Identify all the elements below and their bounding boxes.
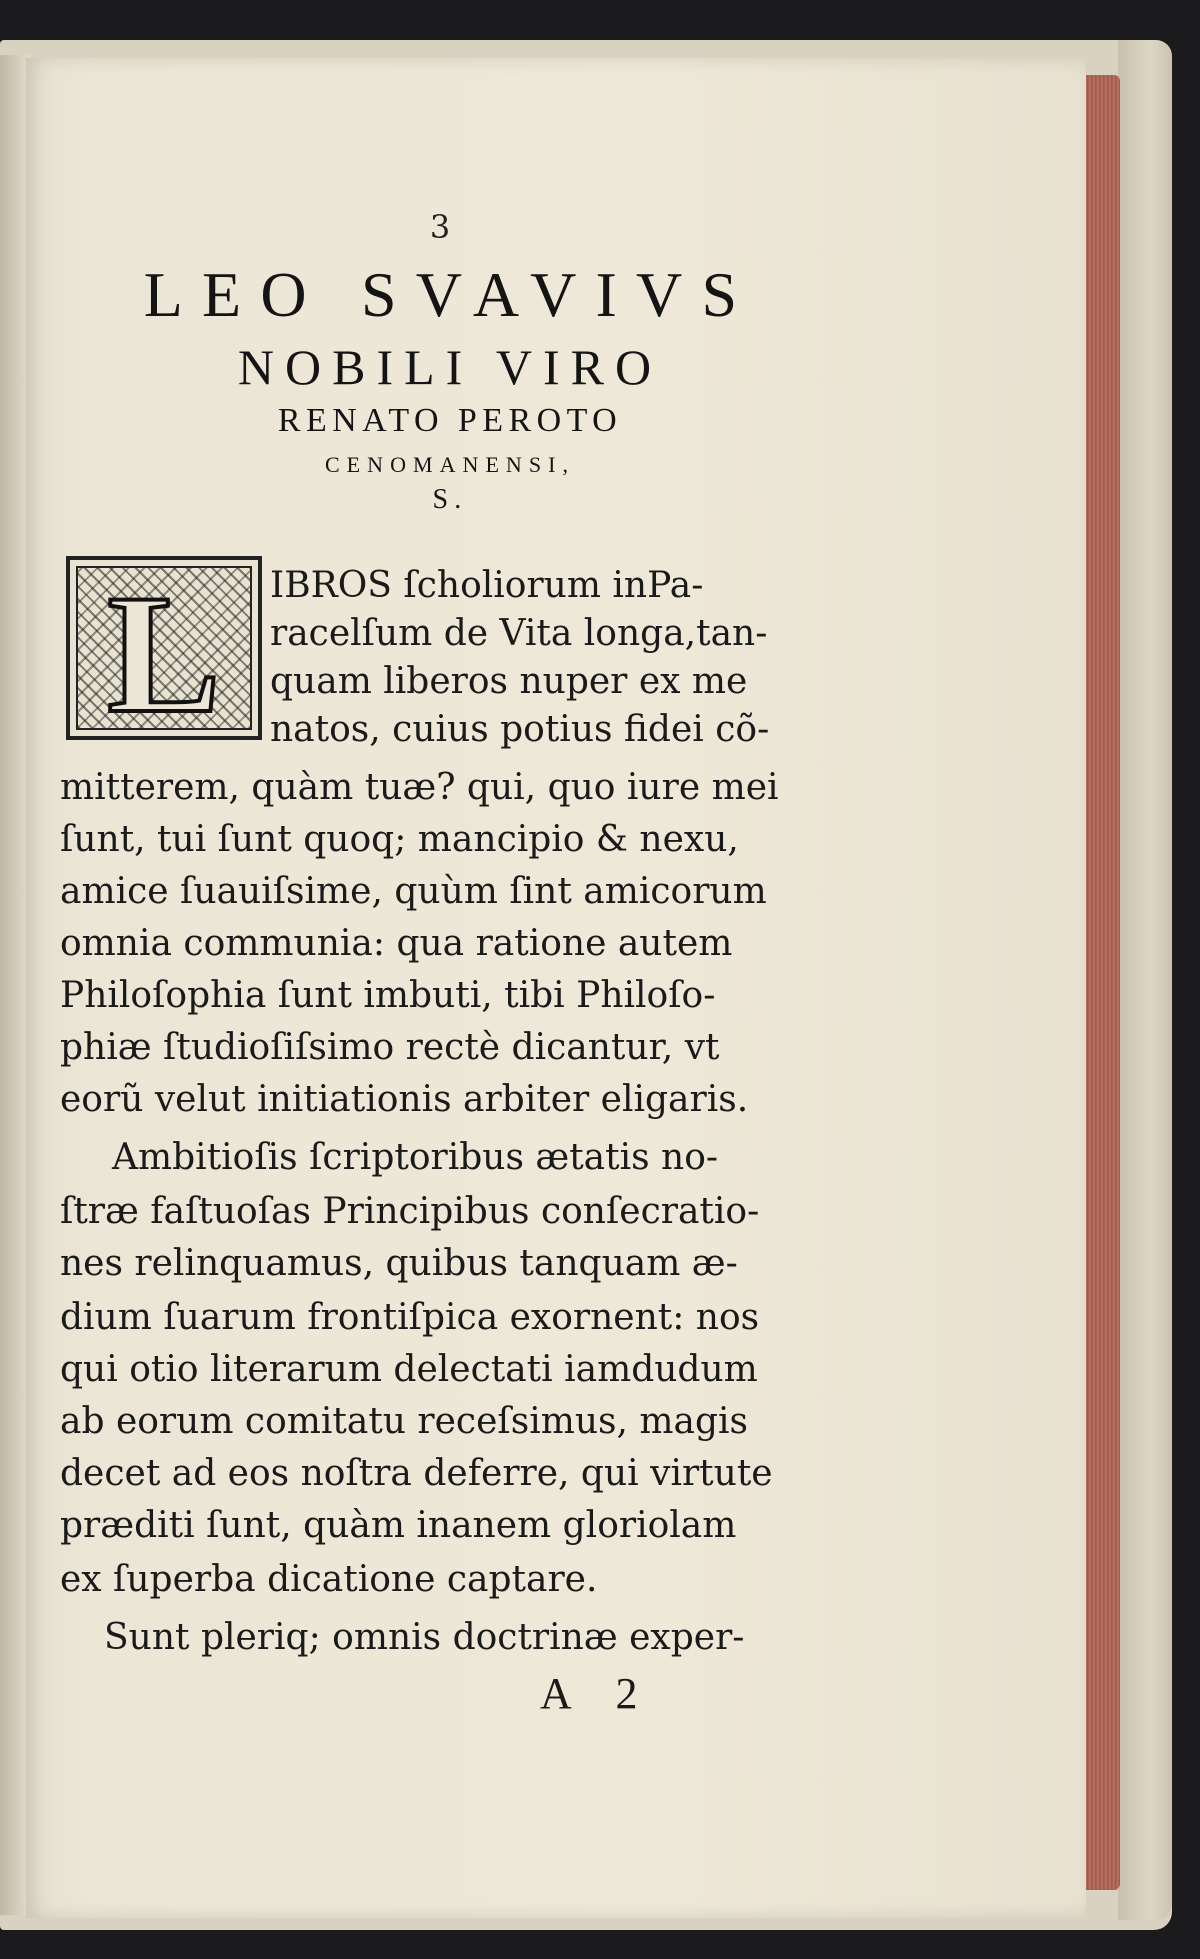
text-line: IBROS ſcholiorum inPa- bbox=[270, 565, 704, 606]
decorated-initial bbox=[66, 556, 262, 748]
text-line: Sunt pleriq; omnis doctrinæ exper- bbox=[104, 1617, 745, 1658]
text-line: præditi ſunt, quàm inanem gloriolam bbox=[60, 1505, 737, 1546]
text-line: amice ſuauiſsime, quùm ſint amicorum bbox=[60, 871, 767, 912]
heading-dedication: NOBILI VIRO bbox=[237, 339, 663, 395]
text-line: natos, cuius potius fidei cõ- bbox=[270, 709, 770, 750]
text-line: ab eorum comitatu receſsimus, magis bbox=[60, 1401, 749, 1442]
text-line: ſunt, tui ſunt quoq; mancipio & nexu, bbox=[60, 819, 739, 860]
heading-recipient: RENATO PEROTO bbox=[277, 402, 623, 439]
heading-author: LEO SVAVIVS bbox=[143, 259, 757, 330]
text-line: eorũ velut initiationis arbiter eligaris. bbox=[60, 1079, 749, 1120]
red-page-edges bbox=[1080, 75, 1120, 1890]
initial-letter: L bbox=[107, 560, 221, 748]
text-line: dium ſuarum frontiſpica exornent: nos bbox=[60, 1297, 760, 1338]
text-line: omnia communia: qua ratione autem bbox=[60, 923, 733, 964]
text-line: Philoſophia ſunt imbuti, tibi Philoſo- bbox=[60, 975, 716, 1016]
text-line: ſtræ faſtuoſas Principibus conſecratio- bbox=[60, 1191, 760, 1232]
text-line: phiæ ſtudioſiſsimo rectè dicantur, vt bbox=[60, 1027, 720, 1068]
folio-number: 3 bbox=[429, 208, 451, 246]
book-cover-edge bbox=[1118, 40, 1172, 1920]
heading-salutation: S. bbox=[432, 484, 468, 515]
heading-origin: CENOMANENSI, bbox=[324, 452, 576, 477]
signature-mark: A 2 bbox=[540, 1669, 656, 1718]
text-line: mitterem, quàm tuæ? qui, quo iure mei bbox=[60, 767, 779, 808]
text-line: quam liberos nuper ex me bbox=[270, 661, 748, 702]
text-line: nes relinquamus, quibus tanquam æ- bbox=[60, 1243, 738, 1284]
text-line: decet ad eos noſtra deferre, qui virtute bbox=[60, 1453, 773, 1494]
text-line: qui otio literarum delectati iamdudum bbox=[60, 1349, 758, 1390]
text-line: Ambitioſis ſcriptoribus ætatis no- bbox=[112, 1137, 719, 1178]
text-line: racelſum de Vita longa,tan- bbox=[270, 613, 768, 654]
text-line: ex ſuperba dicatione captare. bbox=[60, 1559, 598, 1600]
initial-ornament bbox=[76, 560, 252, 748]
